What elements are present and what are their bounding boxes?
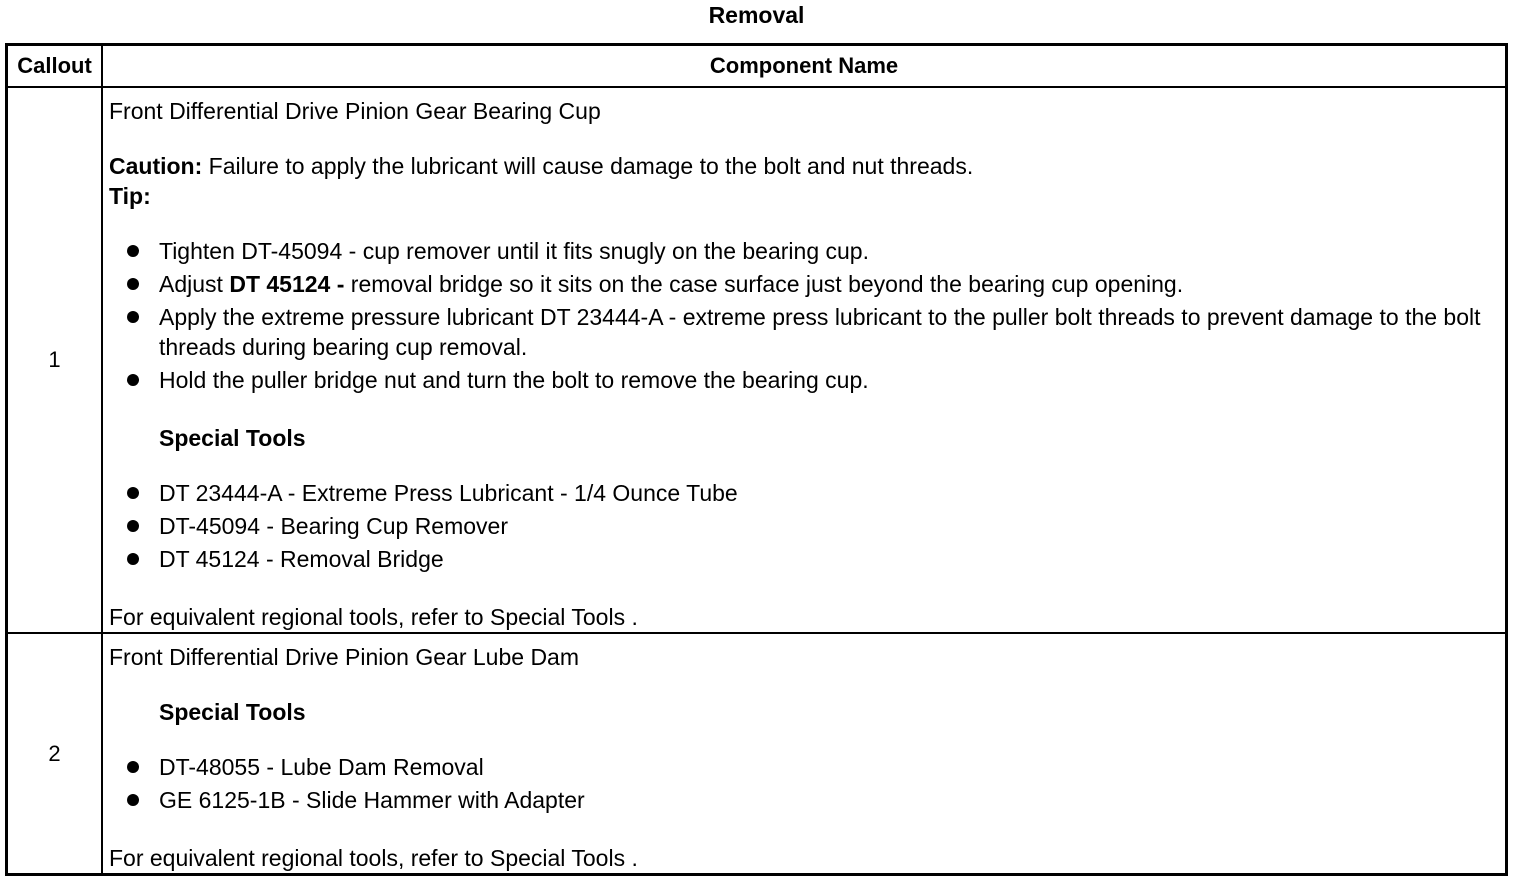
list-item: Tighten DT-45094 - cup remover until it fits snugly on the bearing cup. (109, 236, 1505, 266)
list-item: DT 45124 - Removal Bridge (109, 544, 1505, 574)
callout-number: 2 (7, 633, 103, 875)
table-header-row (7, 45, 1507, 88)
special-tools-list (109, 752, 1505, 815)
table-row (7, 633, 1507, 875)
bullet-icon (127, 761, 139, 773)
special-tools-heading: Special Tools (159, 699, 306, 725)
callout-header: Callout (7, 45, 103, 88)
caution-note (109, 151, 1505, 181)
component-name-header: Component Name (102, 45, 1507, 88)
component-name: Front Differential Drive Pinion Gear Bearing Cup (109, 98, 601, 124)
page-title: Removal (708, 2, 805, 28)
special-tools-heading: Special Tools (159, 425, 306, 451)
caution-label: Caution: (109, 153, 203, 179)
regional-tools-note: For equivalent regional tools, refer to Special Tools . (109, 604, 638, 630)
bullet-icon (127, 374, 139, 386)
regional-tools-note: For equivalent regional tools, refer to Special Tools . (109, 845, 638, 871)
list-item: Apply the extreme pressure lubricant DT 23444-A - extreme press lubricant to the puller bolt threads to prevent damage to the bolt threads during bearing cup removal. (109, 302, 1505, 362)
bullet-icon (127, 487, 139, 499)
special-tools-list (109, 478, 1505, 574)
bullet-icon (127, 311, 139, 323)
bullet-icon (127, 520, 139, 532)
list-item: DT-45094 - Bearing Cup Remover (109, 511, 1505, 541)
list-item: Hold the puller bridge nut and turn the bolt to remove the bearing cup. (109, 365, 1505, 395)
callout-number: 1 (7, 87, 103, 633)
bullet-icon (127, 794, 139, 806)
tip-label: Tip: (109, 183, 151, 209)
component-cell (102, 87, 1507, 633)
bullet-icon (127, 278, 139, 290)
tip-list (109, 236, 1505, 395)
removal-table (5, 43, 1508, 876)
list-item: DT 23444-A - Extreme Press Lubricant - 1/4 Ounce Tube (109, 478, 1505, 508)
table-row (7, 87, 1507, 633)
bullet-icon (127, 245, 139, 257)
list-item: GE 6125-1B - Slide Hammer with Adapter (109, 785, 1505, 815)
list-item: DT-48055 - Lube Dam Removal (109, 752, 1505, 782)
bullet-icon (127, 553, 139, 565)
component-cell (102, 633, 1507, 875)
component-name: Front Differential Drive Pinion Gear Lube Dam (109, 644, 580, 670)
caution-text: Failure to apply the lubricant will cause damage to the bolt and nut threads. (202, 153, 974, 179)
list-item: Adjust DT 45124 - removal bridge so it sits on the case surface just beyond the bearing cup opening. (109, 269, 1505, 299)
